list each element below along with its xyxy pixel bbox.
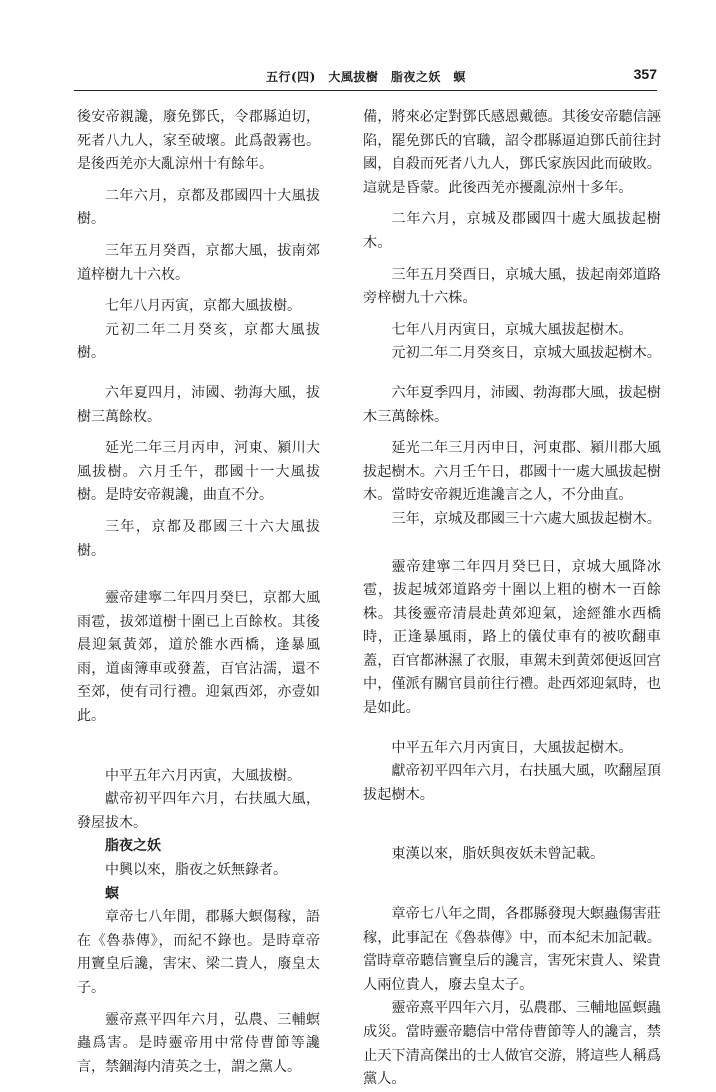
paragraph: 後安帝親讒，廢免鄧氏，令郡縣迫切，死者八九人，家至破壞。此爲​瞉霧也。是後西羌亦大亂涼州十有餘年。: [77, 109, 320, 173]
paragraph: 獻帝初平四年六月，右扶風大風，吹翻屋頂拔起樹木。: [363, 763, 661, 803]
paragraph: 東漢以來，脂妖與夜妖未曾記載。: [391, 846, 605, 863]
page-number: 357: [633, 66, 657, 82]
paragraph: 三年五月癸酉日，京城大風，拔起南郊道路旁梓樹九十六株。: [363, 266, 661, 307]
paragraph: 元初二年二月癸亥，京都大風拔樹。: [77, 321, 320, 362]
paragraph: 元初二年二月癸亥日，京城大風拔起樹木。: [391, 345, 661, 362]
section-heading-ming: 螟: [105, 885, 119, 902]
running-header: [74, 66, 657, 88]
translation-column: [363, 106, 661, 1092]
paragraph: 六年夏季四月，沛國、勃海郡大風，拔起樹木三萬餘株。: [363, 384, 661, 425]
paragraph: 二年六月，京城及郡國四十處大風拔起樹木。: [363, 211, 661, 251]
paragraph: 中平五年六月丙寅日，大風拔起樹木。: [391, 739, 633, 756]
paragraph: 七年八月丙寅，京都大風拔樹。: [105, 298, 301, 315]
paragraph: 七年八月丙寅日，京城大風拔起樹木。: [391, 321, 633, 338]
paragraph: 二年六月，京都及郡國四十大風拔樹。: [77, 187, 320, 228]
paragraph: 中興以來，脂夜之妖無錄者。: [105, 862, 287, 879]
paragraph: 靈帝熹平四年六月，弘農郡、三輔地區螟蟲成災。當時靈帝聽信中常侍曹節等人的讒言，禁止天下清高傑出的士人做官交游，將這些人稱爲黨人。: [363, 1000, 661, 1088]
paragraph: 三年，京城及郡國三十六處大風拔起樹木。: [391, 510, 661, 527]
paragraph: 備，將來必定對鄧氏感恩戴德。其後安帝聽信誣陷，罷免鄧氏的官職，詔令郡縣逼迫鄧氏前往封國，自殺而死者八九人，鄧氏家族因此而破敗。這就是昏蒙。此後西羌亦擾亂涼州十多年。: [363, 109, 661, 196]
paragraph: 六年夏四月，沛國、勃海大風，拔樹三萬餘枚。: [77, 384, 320, 425]
paragraph: 章帝七八年之間，各郡縣發現大螟蟲傷害莊稼，此事記在《魯恭傳》中，而本紀未加記載。當時章帝聽信竇皇后的讒言，害死宋貴人、梁貴人兩位貴人，廢去皇太子。: [363, 906, 661, 993]
paragraph: 三年五月癸酉，京都大風，拔南郊道梓樹九十六枚。: [77, 242, 320, 283]
header-rule: [74, 90, 657, 91]
section-heading-zhiye: 脂夜之妖: [105, 838, 161, 855]
paragraph: 靈帝建寧二年四月癸巳，京都大風雨雹，拔郊道樹十圍已上百餘枚。其後晨迎氣黃郊，道於雒水西橋，逢暴風雨，道鹵簿車或發蓋，百官沾濡，還不至郊，使有司行禮。迎氣西郊，亦壹如此。: [77, 590, 320, 725]
running-title: 五行(四) 大風拔樹 脂夜之妖 螟: [266, 70, 466, 84]
paragraph: 中平五年六月丙寅，大風拔樹。: [105, 767, 301, 784]
paragraph: 章帝七八年閒，郡縣大螟傷稼，語在《魯恭傳》，而紀不錄也。是時章帝用竇皇后讒，害宋、梁二貴人，廢皇太子。: [77, 909, 320, 996]
paragraph: 三年，京都及郡國三十六大風拔樹。: [77, 518, 320, 559]
paragraph: 獻帝初平四年六月，右扶風大風，發屋拔木。: [77, 791, 320, 831]
paragraph: 靈帝熹平四年六月，弘農、三輔螟蟲爲害。是時靈帝用中常侍曹節等讒言，禁錮海内清英之士，謂之黨人。: [77, 1011, 320, 1075]
paragraph: 延光二年三月丙申，河東、潁川大風拔樹。六月壬午，郡國十一大風拔樹。是時安帝親讒，曲直不分。: [77, 440, 320, 504]
classical-text-column: [77, 106, 320, 1079]
paragraph: 靈帝建寧二年四月癸巳日，京城大風降冰雹，拔起城郊道路旁十圍以上粗的樹木一百餘株。其後靈帝清晨赴黄郊迎氣，途經雒水西橋時，正逢暴風雨，路上的儀仗車有的被吹翻車蓋，百官都淋濕了衣服，車駕未到黄郊便返回宫中，僅派有關官員前往行禮。赴西郊迎氣時，也是如此。: [363, 558, 661, 717]
paragraph: 延光二年三月丙申日，河東郡、潁川郡大風拔起樹木。六月壬午日，郡國十一處大風拔起樹木。當時安帝親近進讒言之人，不分曲直。: [363, 440, 661, 504]
